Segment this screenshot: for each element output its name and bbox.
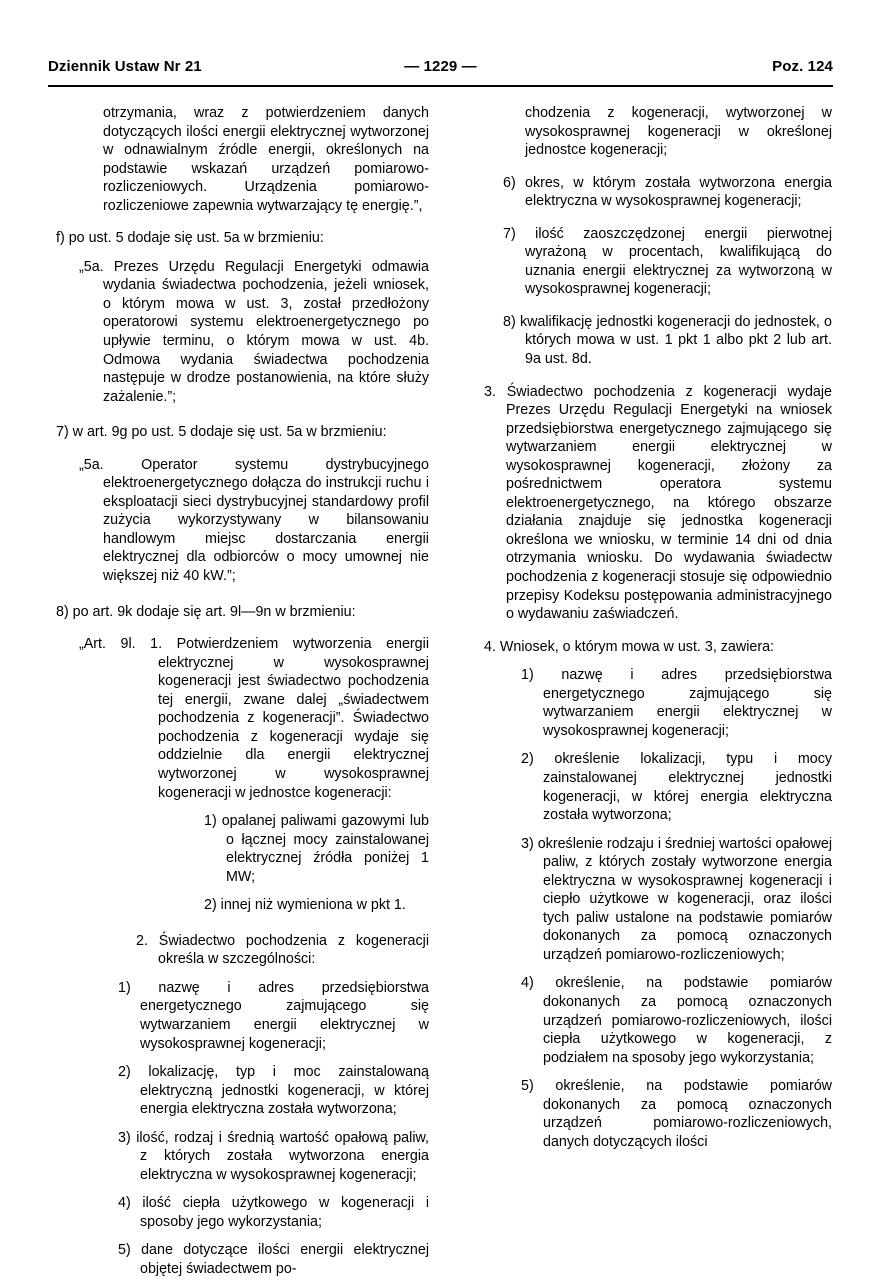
running-head — [48, 58, 833, 75]
left-column — [48, 104, 429, 1279]
article-9l-ust3: 3. Świadectwo pochodzenia z kogeneracji wydaje Prezes Urzędu Regulacji Energetyki na wniosek przedsiębiorstwa energetycznego zajmującego się wytwarzaniem energii elektrycznej w wysokosprawnej kogeneracji, złożony za pośrednictwem operatora systemu elektroenergetycznego, na którego obszarze działania znajduje się jednostka kogeneracji określona we wniosku, w terminie 14 dni od dnia otrzymania wniosku. Do wydawania świadectw pochodzenia z kogeneracji stosuje się odpowiednio przepisy Kodeksu postępowania administracyjnego o wydawaniu zaświadczeń. — [484, 383, 832, 623]
two-column-body — [48, 104, 833, 1279]
quoted-provision-5a-art9g: „5a. Operator systemu dystrybucyjnego elektroenergetycznego dołącza do instrukcji ruchu i eksploatacji sieci dystrybucyjnej standardowy profil zużycia wykorzystywany w bilansowaniu handlowym miejsc dostarczania energii elektrycznej dla odbiorców o mocy umownej nie większej niż 40 kW.”; — [79, 456, 429, 585]
list-lead-7: 7) w art. 9g po ust. 5 dodaje się ust. 5a w brzmieniu: — [56, 424, 387, 441]
right-column — [451, 104, 832, 1279]
article-9l-ust2-pkt1: 1) nazwę i adres przedsiębiorstwa energetycznego zajmującego się wytwarzaniem energii elektrycznej w wysokosprawnej kogeneracji; — [118, 979, 429, 1052]
running-head-item: Poz. 124 — [772, 58, 833, 75]
article-9l-ust4: 4. Wniosek, o którym mowa w ust. 3, zawiera: — [484, 638, 775, 655]
article-9l-ust2-pkt5: 5) dane dotyczące ilości energii elektrycznej objętej świadectwem po- — [118, 1242, 429, 1277]
running-head-journal: Dziennik Ustaw Nr 21 — [48, 58, 202, 75]
header-rule — [48, 85, 833, 87]
list-lead-8: 8) po art. 9k dodaje się art. 9l—9n w brzmieniu: — [56, 603, 356, 620]
article-9l-ust2-pkt6: 6) okres, w którym została wytworzona energia elektryczna w wysokosprawnej kogeneracji; — [503, 174, 832, 210]
article-9l-ust2-pkt7: 7) ilość zaoszczędzonej energii pierwotnej wyrażoną w procentach, kwalifikującą do uznania energii elektrycznej za wytworzoną w wysokosprawnej kogeneracji; — [503, 225, 832, 298]
paragraph-continuation: otrzymania, wraz z potwierdzeniem danych dotyczących ilości energii elektrycznej wytworzonej w odnawialnym źródle energii, określonych na podstawie wskazań urządzeń pomiarowo-rozliczeniowych. Urządzenia pomiarowo-rozliczeniowe zapewnia wytwarzający tę energię.”, — [103, 105, 429, 214]
article-9l-ust1-pkt1: 1) opalanej paliwami gazowymi lub o łącznej mocy zainstalowanej elektrycznej źródła poniżej 1 MW; — [204, 813, 429, 885]
page-number: — 1229 — — [404, 58, 477, 75]
article-9l-ust4-pkt1: 1) nazwę i adres przedsiębiorstwa energetycznego zajmującego się wytwarzaniem energii elektrycznej w wysokosprawnej kogeneracji; — [521, 667, 832, 739]
article-9l-ust1-pkt2: 2) innej niż wymieniona w pkt 1. — [204, 897, 406, 914]
article-9l-ust2: 2. Świadectwo pochodzenia z kogeneracji określa w szczególności: — [136, 932, 429, 968]
article-9l-ust2-pkt2: 2) lokalizację, typ i moc zainstalowaną elektryczną jednostki kogeneracji, w której energia elektryczna została wytworzona; — [118, 1064, 429, 1118]
article-9l-ust4-pkt5: 5) określenie, na podstawie pomiarów dokonanych za pomocą oznaczonych urządzeń pomiarowo-rozliczeniowych, danych dotyczących ilości — [521, 1078, 832, 1150]
article-9l-ust4-pkt2: 2) określenie lokalizacji, typu i mocy zainstalowanej elektrycznej jednostki kogeneracji, w której energia elektryczna została wytworzona; — [521, 751, 832, 824]
article-9l-ust2-pkt4: 4) ilość ciepła użytkowego w kogeneracji i sposoby jego wykorzystania; — [118, 1195, 429, 1230]
quoted-provision-5a-art9e: „5a. Prezes Urzędu Regulacji Energetyki odmawia wydania świadectwa pochodzenia, jeżeli wniosek, o którym mowa w ust. 3, został przedłożony operatorowi systemu elektroenergetycznego po upływie terminu, o którym mowa w ust. 4b. Odmowa wydania świadectwa pochodzenia następuje w drodze postanowienia, na które służy zażalenie.”; — [79, 258, 429, 405]
paragraph-continuation-right: chodzenia z kogeneracji, wytworzonej w wysokosprawnej kogeneracji w określonej jednostce kogeneracji; — [525, 105, 832, 159]
article-9l-ust2-pkt8: 8) kwalifikację jednostki kogeneracji do jednostek, o których mowa w ust. 1 pkt 1 albo pkt 2 lub art. 9a ust. 8d. — [503, 313, 832, 368]
article-9l-ust1: „Art. 9l. 1. Potwierdzeniem wytworzenia energii elektrycznej w wysokosprawnej kogeneracji jest świadectwo pochodzenia tej energii, zwane dalej „świadectwem pochodzenia z kogeneracji”. Świadectwo pochodzenia z kogeneracji wydaje się oddzielnie dla energii elektrycznej wytworzonej w wysokosprawnej kogeneracji w jednostce kogeneracji: — [79, 636, 429, 801]
list-lead-f: f) po ust. 5 dodaje się ust. 5a w brzmieniu: — [56, 230, 324, 247]
article-9l-ust2-pkt3: 3) ilość, rodzaj i średnią wartość opałową paliw, z których została wytworzona energia elektryczna w wysokosprawnej kogeneracji; — [118, 1129, 429, 1183]
article-9l-ust4-pkt3: 3) określenie rodzaju i średniej wartości opałowej paliw, z których zostały wytworzone energia elektryczna w wysokosprawnej kogeneracji i ciepło użytkowe w kogeneracji, oraz ilości tych paliw ustalone na podstawie pomiarów dokonanych za pomocą oznaczonych urządzeń pomiarowo-rozliczeniowych; — [521, 835, 832, 963]
article-9l-ust4-pkt4: 4) określenie, na podstawie pomiarów dokonanych za pomocą oznaczonych urządzeń pomiarowo-rozliczeniowych, ilości ciepła użytkowego w kogeneracji, z podziałem na sposoby jego wykorzystania; — [521, 975, 832, 1066]
